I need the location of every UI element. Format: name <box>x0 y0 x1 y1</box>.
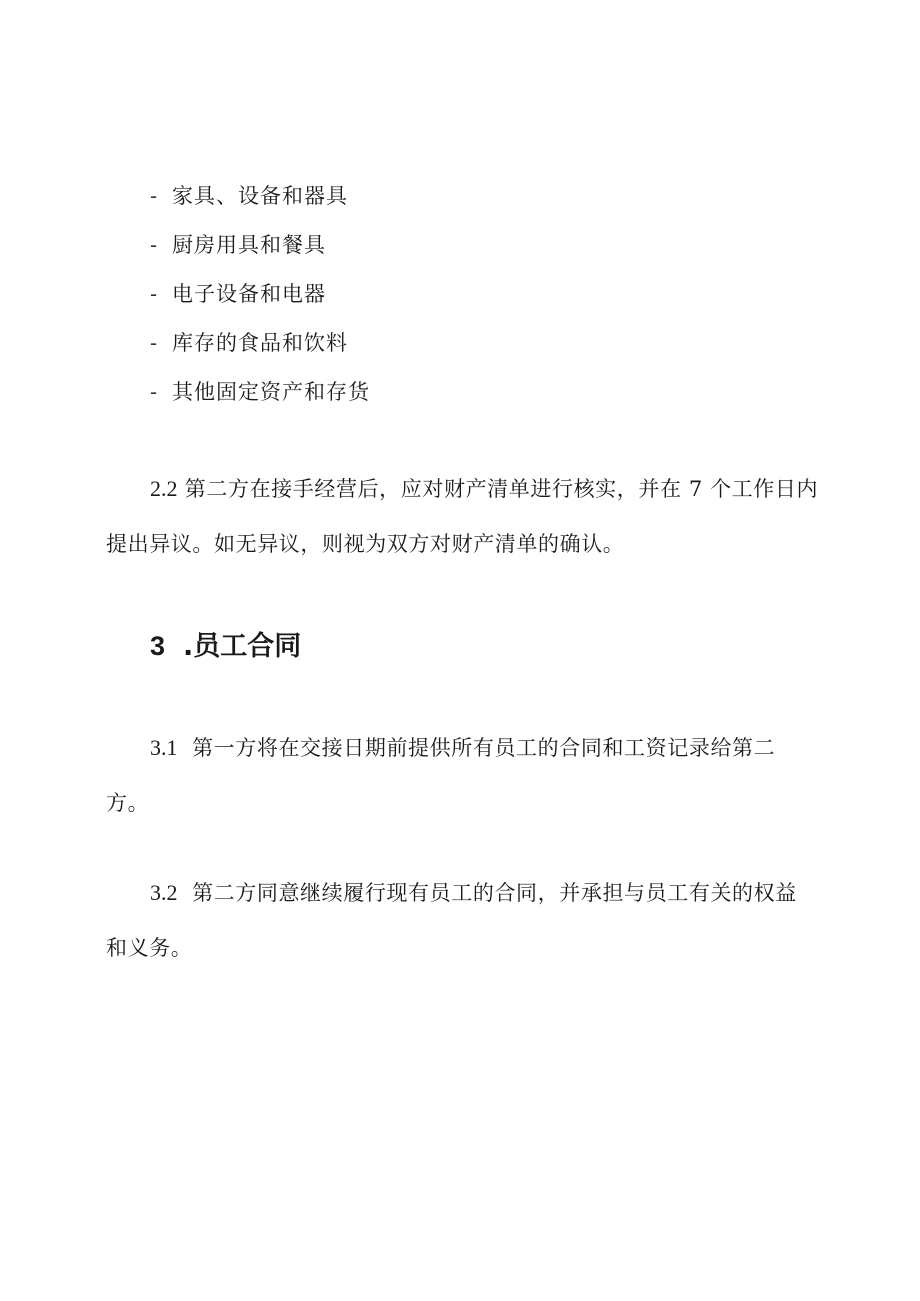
clause-2-2-text1: 第二方在接手经营后，应对财产清单进行核实，并在 7 个工作日内 <box>184 477 819 501</box>
clause-3-2-text1: 第二方同意继续履行现有员工的合同，并承担与员工有关的权益 <box>192 881 797 905</box>
list-item <box>150 276 770 325</box>
clause-3-1-line2: 方。 <box>106 791 150 815</box>
bullet-dash: - <box>150 380 159 404</box>
clause-3-1-line1 <box>106 720 816 776</box>
list-item <box>150 227 770 276</box>
list-item <box>150 374 770 423</box>
bullet-dash: - <box>150 331 159 355</box>
clause-3-1-text1: 第一方将在交接日期前提供所有员工的合同和工资记录给第二 <box>192 736 776 760</box>
bullet-dash: - <box>150 282 159 306</box>
clause-3-2-number: 3.2 <box>150 880 178 905</box>
section-3-title: .员工合同 <box>183 631 302 662</box>
clause-3-2-line2: 和义务。 <box>106 936 193 960</box>
list-item <box>150 325 770 374</box>
clause-3-2-line1 <box>106 865 816 921</box>
clause-2-2 <box>106 461 819 572</box>
clause-3-1 <box>106 720 816 831</box>
clause-2-2-line1 <box>106 461 819 517</box>
list-item-text: 电子设备和电器 <box>172 282 326 306</box>
clause-3-2 <box>106 865 816 976</box>
list-item-text: 家具、设备和器具 <box>172 184 348 208</box>
bullet-dash: - <box>150 184 159 208</box>
clause-2-2-number: 2.2 <box>150 476 178 501</box>
list-item-text: 库存的食品和饮料 <box>172 331 348 355</box>
section-3-heading <box>150 620 301 673</box>
list-item-text: 厨房用具和餐具 <box>172 233 326 257</box>
asset-list <box>150 178 770 423</box>
list-item-text: 其他固定资产和存货 <box>172 380 370 404</box>
list-item <box>150 178 770 227</box>
section-3-number: 3 <box>150 631 166 661</box>
clause-2-2-line2: 提出异议。如无异议，则视为双方对财产清单的确认。 <box>106 532 625 556</box>
clause-3-1-number: 3.1 <box>150 735 178 760</box>
bullet-dash: - <box>150 233 159 257</box>
